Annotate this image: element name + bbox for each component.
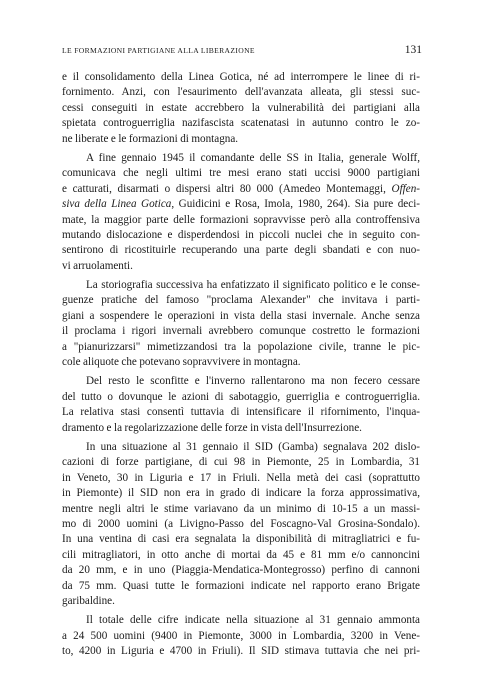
- text-line: mo di 2000 uomini (a Livigno-Passo del Foscagno-Val Grosina-Sondalo).: [62, 517, 420, 530]
- text-line: mentre negli altri le stime variavano da un minimo di 10-15 a un massi-: [62, 502, 420, 515]
- text-line: garibaldine.: [62, 594, 115, 607]
- text-line: In una situazione al 31 gennaio il SID (Gamba) segnalava 202 dislo-: [86, 440, 420, 453]
- text-line: fornimento. Anzi, con l'esaurimento dell'avanzata alleata, gli stessi suc-: [62, 86, 420, 99]
- paragraph: [62, 151, 420, 274]
- text-line: to, 4200 in Liguria e 4700 in Friuli). Il SID stimava tuttavia che nei pri-: [62, 645, 420, 658]
- text-line: del tutto o dovunque le azioni di sabotaggio, guerriglia e controguerriglia.: [62, 390, 420, 403]
- paragraph: [62, 278, 420, 370]
- paragraph: [62, 70, 420, 147]
- text-line: da 75 mm. Quasi tutte le formazioni indicate nel rapporto erano Brigate: [62, 579, 420, 592]
- text-line: sentirono di ricostituirle recuperando una parte degli sbandati e con nuo-: [62, 244, 420, 257]
- text-line: La storiografia successiva ha enfatizzato il significato politico e le conse-: [86, 279, 420, 292]
- text-line: Il totale delle cifre indicate nella situazione al 31 gennaio ammonta: [86, 614, 420, 627]
- text-line: In una ventina di casi era segnalata la disponibilità di mitragliatrici e fu-: [62, 533, 420, 546]
- text-line: da 20 mm, e in uno (Piaggia-Mendatica-Montegrosso) perfino di cannoni: [62, 564, 420, 577]
- text-line: mutando dislocazione e disperdendosi in piccoli nuclei che in seguito con-: [62, 228, 420, 241]
- text-line: ne liberate e le formazioni di montagna.: [62, 132, 239, 145]
- text-line: in Veneto, 30 in Liguria e 17 in Friuli. Nella metà dei casi (soprattutto: [62, 471, 420, 484]
- paragraph: [62, 440, 420, 609]
- text-line: cole aliquote che potevano sopravvivere in montagna.: [62, 356, 301, 369]
- text-line: La relativa stasi consentì tuttavia di intensificare il rifornimento, l'inqua-: [62, 406, 420, 419]
- text-line: vi arruolamenti.: [62, 259, 133, 272]
- text-line: e catturati, disarmati o dispersi altri 80 000 (Amedeo Montemaggi, Offen-: [62, 182, 420, 195]
- text-line: e il consolidamento della Linea Gotica, né ad interrompere le linee di ri-: [62, 71, 420, 83]
- running-title: LE FORMAZIONI PARTIGIANE ALLA LIBERAZIONE: [62, 46, 255, 55]
- text-line: mate, la maggior parte delle formazioni sopravvisse però alla controffensiva: [62, 213, 420, 226]
- text-line: cili mitragliatori, in otto anche di mortai da 45 e 81 mm e/o cannoncini: [62, 548, 420, 561]
- text-line: guenze pratiche del famoso "proclama Alexander" che invitava i parti-: [62, 294, 420, 307]
- text-line: in Piemonte) il SID non era in grado di indicare la forza approssimativa,: [62, 487, 420, 500]
- text-line: comunicava che negli ultimi tre mesi erano stati uccisi 9000 partigiani: [62, 167, 420, 180]
- text-line: spietata controguerriglia nazifascista scatenatasi in autunno contro le zo-: [62, 117, 420, 130]
- body-text: [62, 70, 420, 663]
- text-line: il proclama i rigori invernali avrebbero comunque costretto le formazioni: [62, 325, 420, 338]
- text-line: cazioni di forze partigiane, di cui 98 in Piemonte, 25 in Lombardia, 31: [62, 456, 420, 469]
- text-line: dramento e la regolarizzazione delle forze in vista dell'Insurrezione.: [62, 421, 362, 434]
- running-header: [62, 44, 420, 60]
- text-line: A fine gennaio 1945 il comandante delle SS in Italia, generale Wolff,: [86, 151, 420, 164]
- paragraph: [62, 613, 420, 659]
- text-line: a "pianurizzarsi" mimetizzandosi tra la popolazione civile, tranne le pic-: [62, 340, 420, 353]
- text-line: siva della Linea Gotica, Guidicini e Rosa, Imola, 1980, 264). Sia pure deci-: [62, 198, 420, 211]
- text-line: giani a sospendere le operazioni in vista della stasi invernale. Anche senza: [62, 309, 420, 322]
- text-line: a 24 500 uomini (9400 in Piemonte, 3000 in Lombardia, 3200 in Vene-: [62, 629, 420, 642]
- page-number: 131: [404, 44, 422, 56]
- text-line: cessi conseguiti in estate accrebbero la vulnerabilità dei partigiani alla: [62, 101, 420, 114]
- text-line: Del resto le sconfitte e l'inverno rallentarono ma non fecero cessare: [86, 375, 420, 388]
- paragraph: [62, 374, 420, 436]
- scan-speck: [290, 626, 292, 628]
